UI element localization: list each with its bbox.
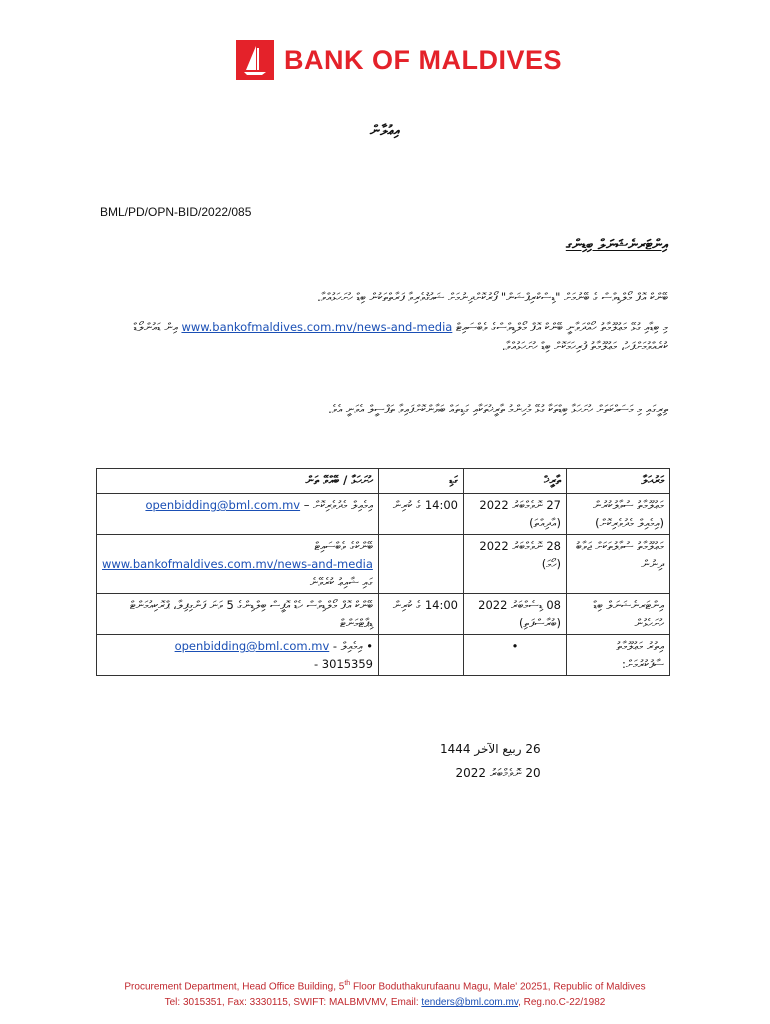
footer-email-link[interactable]: tenders@bml.com.mv (421, 997, 519, 1009)
website-link[interactable]: www.bankofmaldives.com.mv/news-and-media (181, 320, 453, 334)
cell-date: • (464, 635, 567, 676)
schedule-table (96, 468, 670, 676)
notice-heading: އިންޓަރނެޝަނަލް ބިޑިންގ (565, 237, 668, 253)
cell-date: 08 ޑިސެމްބަރު 2022 (ބުރާސްފަތި) (464, 594, 567, 635)
cell-venue (97, 535, 379, 594)
table-row (97, 594, 670, 635)
bank-logo-icon (236, 40, 274, 80)
cell-stage: މަޢުލޫމާތު ސުވާލުތަކަށް ޖަވާބު ދިނުން (567, 535, 670, 594)
header-stage: މަރުޙަލާ (567, 469, 670, 494)
email-link[interactable]: openbidding@bml.com.mv (145, 498, 301, 512)
cell-venue-text: ބޭންކްގެ ވެބްސައިޓް (314, 539, 373, 553)
bank-logo (236, 40, 562, 80)
issue-dates (440, 737, 541, 785)
footer-contact (0, 995, 770, 1011)
website-link[interactable]: www.bankofmaldives.com.mv/news-and-media (102, 557, 373, 571)
header-time: ގަޑި (379, 469, 464, 494)
cell-stage: މަޢުލޫމާތު ސުވާލުކުރުން (އިމެއިލް މެދުވެރިކޮށް) (567, 494, 670, 535)
cell-venue (97, 635, 379, 676)
cell-venue-note: ގައި ޝާއިޢު ކުރެވޭނެ (309, 575, 373, 589)
paragraph-download (98, 318, 668, 356)
footer-contact-part: Tel: 3015351, Fax: 3330115, SWIFT: MALBMVMV, Email: (164, 997, 422, 1009)
table-row (97, 635, 670, 676)
cell-venue-text: އިމެއިލް މެދުވެރިކޮށް – (303, 498, 373, 512)
cell-stage: އިތުރު މަޢުލޫމާތު ސާފުކުރުމަށް: (567, 635, 670, 676)
footer-address-rest: Floor Boduthakurufaanu Magu, Male' 20251, Republic of Maldives (350, 981, 646, 993)
footer-address-sup: th (344, 980, 351, 987)
cell-time: 14:00 ގެ ކުރިން (379, 594, 464, 635)
paragraph-intro: ބޭންކް އޮފް މޯލްޑިވްސް ގެ ބޭނުމަށް "ޑިސްކްރިޕްޝަން" ފޯރުކޮށްދިނުމަށް ޝައުޤުވެރިވާ ފަރާތްތަކުން ބިޑް ހުށަހަޅުއްވާ. (317, 290, 668, 304)
table-header-row (97, 469, 670, 494)
cell-venue (97, 494, 379, 535)
email-link[interactable]: openbidding@bml.com.mv (174, 639, 330, 653)
cell-date: 28 ނޮވެމްބަރު 2022 (ހޯމަ) (464, 535, 567, 594)
cell-time (379, 535, 464, 594)
cell-time: 14:00 ގެ ކުރިން (379, 494, 464, 535)
paragraph-download-pre: މި ބިޑާއި ގުޅޭ މަޢުލޫމާތު ހޯއްދަވާނީ ބޭންކް އޮފް މޯލްޑިވްސްގެ ވެބްސައިޓް (455, 320, 668, 334)
gregorian-date: 20 ނޮވެމްބަރު 2022 (455, 766, 541, 780)
header-venue: ހުށަހަޅާ / ބޭއްވޭ ތަން (97, 469, 379, 494)
footer-address (0, 976, 770, 995)
footer-address-part: Procurement Department, Head Office Building, 5 (124, 981, 345, 993)
cell-date: 27 ނޮވެމްބަރު 2022 (އާދިއްތަ) (464, 494, 567, 535)
notice-title: އިޢުލާން (369, 123, 401, 139)
phone-number: - 3015359 (313, 657, 373, 671)
paragraph-schedule: ތިރީގައި މި މަސައްކަތަށް ހުށަހަޅާ ބިޑްތަކާ ގުޅޭ މުހިންމު ތާރީޚުތަކާއި ގަޑިތައް ބަޔާންކޮށްފައިވާ ތަފްސީލް އެވަނީ އެވެ. (328, 402, 668, 416)
cell-venue-text: • އިމެއިލް - (332, 639, 373, 653)
reference-number: BML/PD/OPN-BID/2022/085 (100, 205, 252, 219)
cell-venue: ބޭންކް އޮފް މޯލްޑިވްސް ހެޑް އޮފީސް ބިލްޑިންގެ 5 ވަނަ ފަންގިފިލާ، ޕްރޮކިއުމަންޓް ޑިޕާޓްމަންޓް (97, 594, 379, 635)
header-date: ތާރީޚް (464, 469, 567, 494)
cell-time (379, 635, 464, 676)
table-row (97, 535, 670, 594)
bank-name: BANK OF MALDIVES (284, 44, 562, 75)
hijri-date: 26 ربيع الآخر 1444 (440, 742, 541, 756)
footer (0, 976, 770, 1011)
table-row (97, 494, 670, 535)
paragraph-download-post: އިން ޑައުންލޯޑް ކުރެއްވުމަށްފަހު، މަޢުލޫމާތު ފުރިހަމަކޮށް ބިޑް ހުށަހަޅުއްވާ. (133, 320, 668, 353)
footer-contact-rest: , Reg.no.C-22/1982 (518, 997, 606, 1009)
cell-stage: އިންޓަރނެޝަނަލް ބިޑް ހުށަހެޅުން (567, 594, 670, 635)
